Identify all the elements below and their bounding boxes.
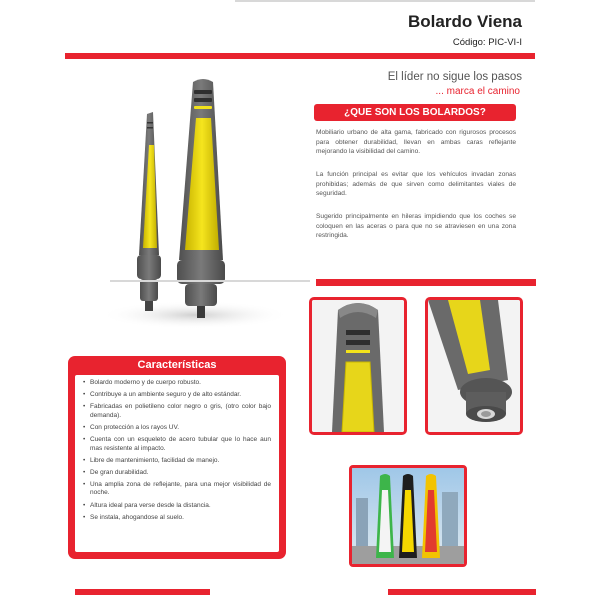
list-item: • Altura ideal para verse desde la distancia. (83, 502, 271, 511)
list-item: • Bolardo moderno y de cuerpo robusto. (83, 379, 271, 388)
description-paragraph-3: Sugerido principalmente en hileras impidiendo que los coches se coloquen en las aceras o para que no se atraviesen en una zona restringida. (316, 213, 516, 239)
detail-photo-top (309, 297, 407, 435)
list-item: • De gran durabilidad. (83, 469, 271, 478)
product-title: Bolardo Viena (408, 12, 522, 31)
characteristics-content (75, 375, 279, 552)
characteristics-list (83, 379, 271, 522)
bollard-large (177, 79, 225, 318)
mid-gray-divider (110, 280, 310, 282)
characteristics-card (68, 356, 286, 559)
tagline-line1: El líder no sigue los pasos (387, 71, 522, 83)
section-header-bolardos: ¿QUE SON LOS BOLARDOS? (314, 104, 516, 121)
characteristics-title: Características (137, 359, 217, 371)
footer-red-bar-right (388, 589, 536, 595)
description-paragraph-1: Mobiliario urbano de alta gama, fabricado con rigurosos procesos para obtener durabilidad, llevan en ambas caras reflejante mejorando la visibilidad del camino. (316, 129, 516, 155)
tagline-line2: ... marca el camino (435, 86, 520, 97)
list-item: • Cuenta con un esqueleto de acero tubular que lo hace aun mas resistente al impacto. (83, 436, 271, 453)
footer-red-bar-left (75, 589, 210, 595)
list-item: • Con protección a los rayos UV. (83, 424, 271, 433)
top-divider (235, 0, 535, 2)
bollard-hero-image (95, 70, 295, 330)
list-item: • Una amplia zona de reflejante, para una mejor visibilidad de noche. (83, 481, 271, 498)
mid-red-bar (316, 279, 536, 286)
detail-photo-base (425, 297, 523, 435)
header-red-bar (65, 53, 535, 59)
color-variants-photo (349, 465, 467, 567)
list-item: • Se instala, ahogandose al suelo. (83, 514, 271, 523)
product-code: Código: PIC-VI-I (452, 37, 522, 48)
list-item: • Fabricadas en polietileno color negro o gris, (otro color bajo demanda). (83, 403, 271, 420)
description-paragraph-2: La función principal es evitar que los vehículos invadan zonas prohibidas; además de que sirven como delimitantes viales de seguridad. (316, 171, 516, 197)
list-item: • Contribuye a un ambiente seguro y de alto estándar. (83, 391, 271, 400)
list-item: • Libre de mantenimiento, facilidad de manejo. (83, 457, 271, 466)
